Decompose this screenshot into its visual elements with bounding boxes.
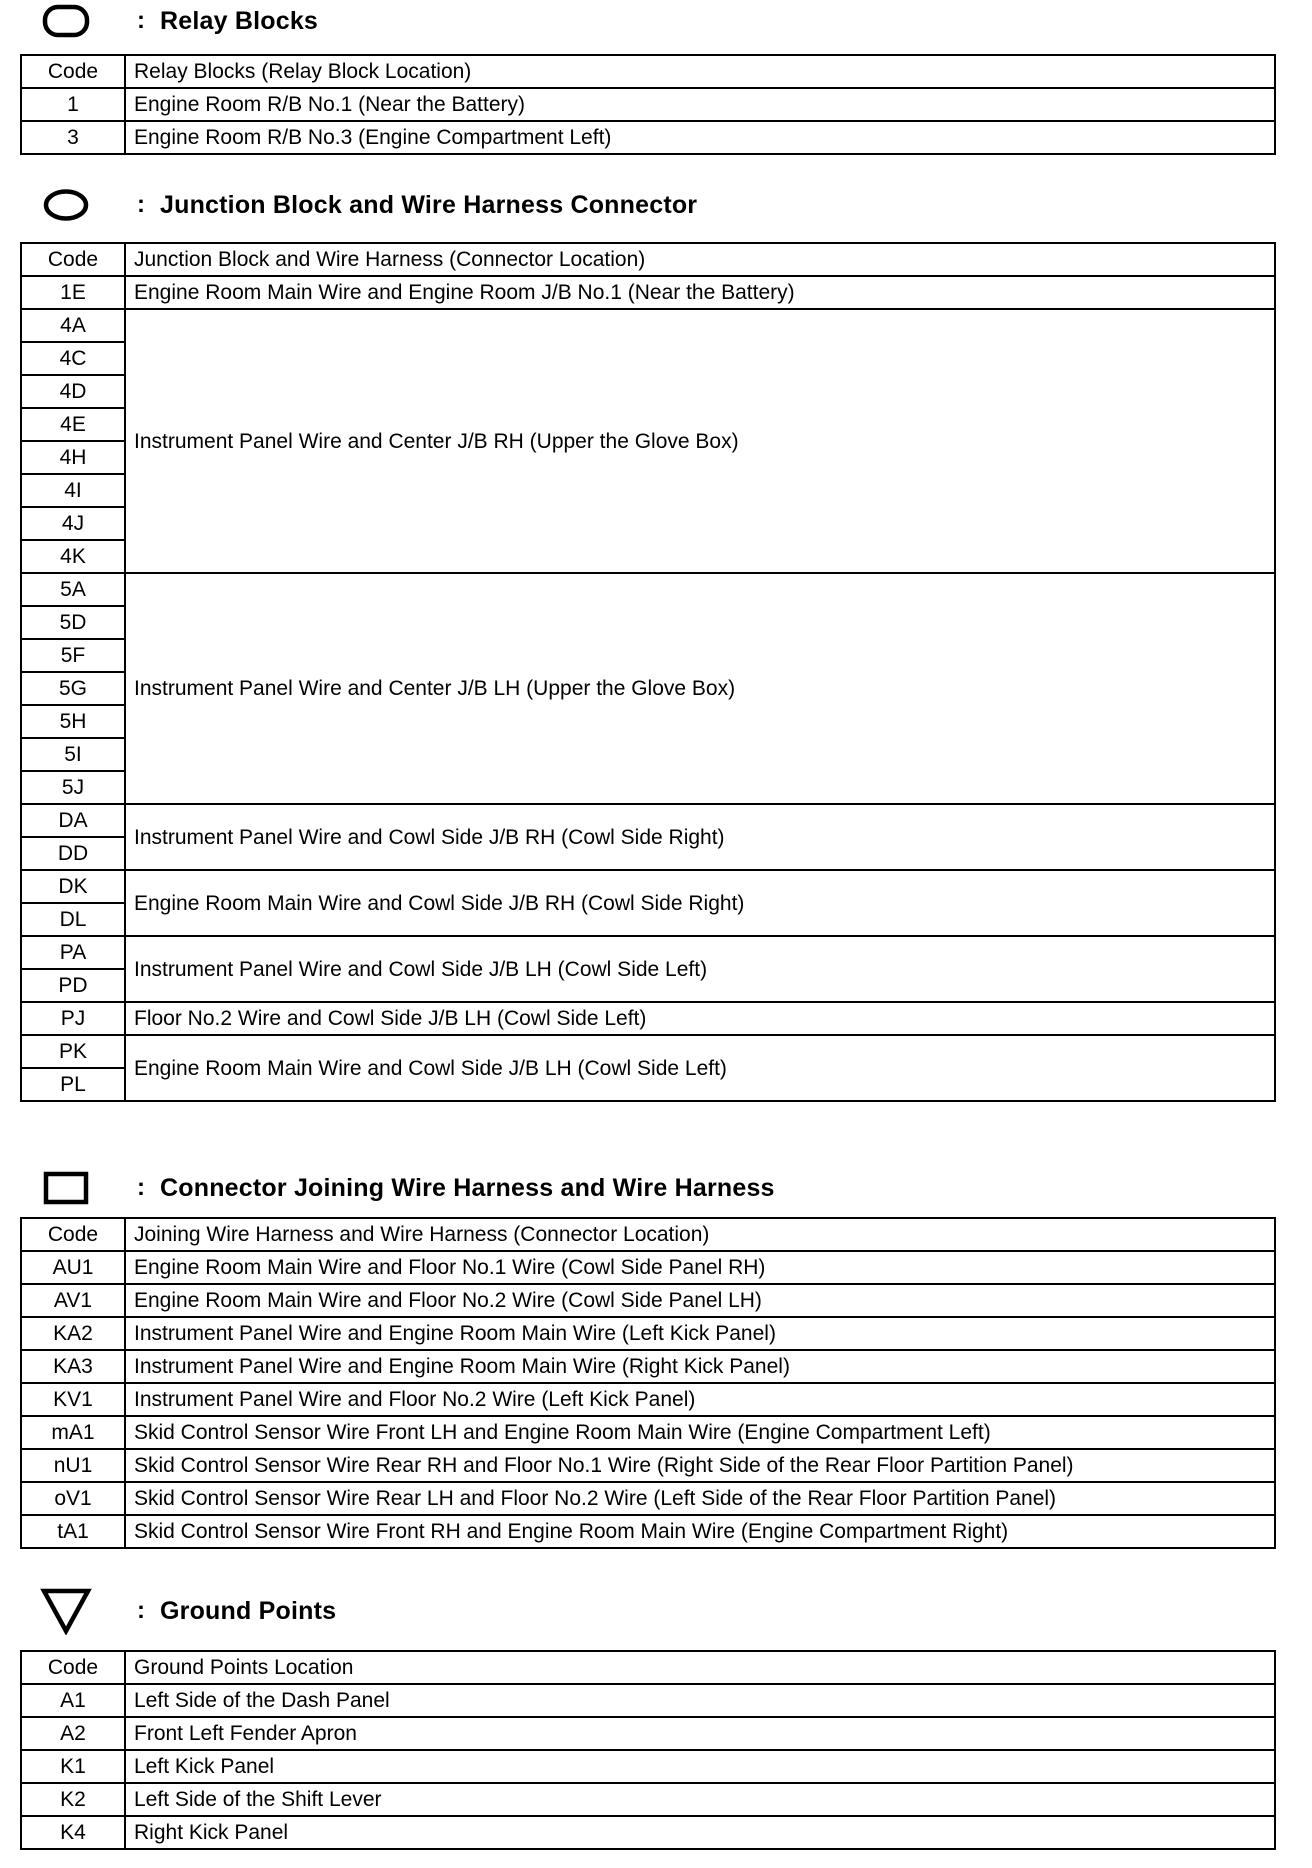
code-cell: K4	[21, 1816, 125, 1849]
code-cell: DK	[21, 870, 125, 903]
table-row	[21, 1350, 1275, 1383]
code-cell: 3	[21, 121, 125, 154]
location-cell: Instrument Panel Wire and Floor No.2 Wire (Left Kick Panel)	[125, 1383, 1275, 1416]
location-cell: Skid Control Sensor Wire Rear RH and Floor No.1 Wire (Right Side of the Rear Floor Partition Panel)	[125, 1449, 1275, 1482]
table-row	[21, 1284, 1275, 1317]
location-cell: Engine Room Main Wire and Floor No.1 Wire (Cowl Side Panel RH)	[125, 1251, 1275, 1284]
junction-block-table	[20, 242, 1276, 1102]
location-cell: Engine Room Main Wire and Cowl Side J/B RH (Cowl Side Right)	[125, 870, 1275, 936]
code-cell: A1	[21, 1684, 125, 1717]
location-cell: Engine Room R/B No.3 (Engine Compartment Left)	[125, 121, 1275, 154]
connector-joining-colon: :	[137, 1174, 145, 1201]
code-cell: PL	[21, 1068, 125, 1101]
code-cell: DL	[21, 903, 125, 936]
ground-points-title: Ground Points	[160, 1596, 337, 1625]
location-cell: Engine Room R/B No.1 (Near the Battery)	[125, 88, 1275, 121]
square-icon	[40, 1168, 92, 1208]
table-row	[21, 1251, 1275, 1284]
location-cell: Instrument Panel Wire and Engine Room Main Wire (Left Kick Panel)	[125, 1317, 1275, 1350]
table-row	[21, 573, 1275, 606]
table-row	[21, 1449, 1275, 1482]
oval-icon	[40, 185, 92, 225]
location-header: Relay Blocks (Relay Block Location)	[125, 55, 1275, 88]
code-cell: K2	[21, 1783, 125, 1816]
code-cell: 4E	[21, 408, 125, 441]
table-row	[21, 1816, 1275, 1849]
code-cell: 5I	[21, 738, 125, 771]
location-cell: Instrument Panel Wire and Cowl Side J/B LH (Cowl Side Left)	[125, 936, 1275, 1002]
code-cell: 5H	[21, 705, 125, 738]
code-cell: KV1	[21, 1383, 125, 1416]
code-cell: 5J	[21, 771, 125, 804]
location-cell: Engine Room Main Wire and Cowl Side J/B LH (Cowl Side Left)	[125, 1035, 1275, 1101]
code-cell: 4H	[21, 441, 125, 474]
code-cell: KA3	[21, 1350, 125, 1383]
code-header: Code	[21, 55, 125, 88]
junction-block-colon: :	[137, 191, 145, 218]
table-row	[21, 88, 1275, 121]
code-cell: oV1	[21, 1482, 125, 1515]
table-row	[21, 1416, 1275, 1449]
relay-blocks-header	[40, 0, 318, 44]
table-row	[21, 1317, 1275, 1350]
code-cell: 4A	[21, 309, 125, 342]
location-cell: Skid Control Sensor Wire Rear LH and Floor No.2 Wire (Left Side of the Rear Floor Partition Panel)	[125, 1482, 1275, 1515]
location-cell: Instrument Panel Wire and Center J/B RH (Upper the Glove Box)	[125, 309, 1275, 573]
location-cell: Skid Control Sensor Wire Front LH and Engine Room Main Wire (Engine Compartment Left)	[125, 1416, 1275, 1449]
code-cell: PD	[21, 969, 125, 1002]
junction-block-header	[40, 182, 697, 228]
location-cell: Left Side of the Shift Lever	[125, 1783, 1275, 1816]
down-triangle-icon	[40, 1591, 92, 1631]
location-cell: Front Left Fender Apron	[125, 1717, 1275, 1750]
code-cell: AV1	[21, 1284, 125, 1317]
code-cell: KA2	[21, 1317, 125, 1350]
code-cell: 4K	[21, 540, 125, 573]
junction-block-title: Junction Block and Wire Harness Connector	[160, 190, 698, 219]
connector-joining-table	[20, 1217, 1276, 1549]
ground-points-table	[20, 1650, 1276, 1850]
code-cell: DD	[21, 837, 125, 870]
table-row	[21, 936, 1275, 969]
table-row	[21, 121, 1275, 154]
location-cell: Left Side of the Dash Panel	[125, 1684, 1275, 1717]
code-cell: AU1	[21, 1251, 125, 1284]
code-cell: PA	[21, 936, 125, 969]
code-cell: K1	[21, 1750, 125, 1783]
location-header: Joining Wire Harness and Wire Harness (Connector Location)	[125, 1218, 1275, 1251]
location-cell: Engine Room Main Wire and Engine Room J/B No.1 (Near the Battery)	[125, 276, 1275, 309]
table-row	[21, 804, 1275, 837]
code-cell: 1	[21, 88, 125, 121]
connector-joining-header	[40, 1165, 775, 1211]
code-cell: 4I	[21, 474, 125, 507]
code-cell: 4D	[21, 375, 125, 408]
code-cell: DA	[21, 804, 125, 837]
table-row	[21, 1482, 1275, 1515]
code-cell: 5F	[21, 639, 125, 672]
code-cell: A2	[21, 1717, 125, 1750]
code-header: Code	[21, 243, 125, 276]
location-cell: Right Kick Panel	[125, 1816, 1275, 1849]
location-cell: Instrument Panel Wire and Center J/B LH (Upper the Glove Box)	[125, 573, 1275, 804]
rounded-rectangle-icon	[40, 1, 92, 41]
table-row	[21, 276, 1275, 309]
location-cell: Engine Room Main Wire and Floor No.2 Wire (Cowl Side Panel LH)	[125, 1284, 1275, 1317]
table-row	[21, 1783, 1275, 1816]
table-header-row	[21, 1218, 1275, 1251]
relay-blocks-table	[20, 54, 1276, 155]
code-cell: mA1	[21, 1416, 125, 1449]
table-row	[21, 1515, 1275, 1548]
code-cell: 1E	[21, 276, 125, 309]
table-row	[21, 1035, 1275, 1068]
code-cell: PK	[21, 1035, 125, 1068]
location-cell: Left Kick Panel	[125, 1750, 1275, 1783]
code-cell: 5D	[21, 606, 125, 639]
location-cell: Skid Control Sensor Wire Front RH and Engine Room Main Wire (Engine Compartment Right)	[125, 1515, 1275, 1548]
relay-blocks-colon: :	[137, 7, 145, 34]
table-row	[21, 870, 1275, 903]
location-header: Junction Block and Wire Harness (Connector Location)	[125, 243, 1275, 276]
code-cell: 4C	[21, 342, 125, 375]
code-cell: tA1	[21, 1515, 125, 1548]
code-cell: 5G	[21, 672, 125, 705]
ground-points-colon: :	[137, 1597, 145, 1624]
code-cell: nU1	[21, 1449, 125, 1482]
connector-joining-title: Connector Joining Wire Harness and Wire Harness	[160, 1173, 775, 1202]
code-header: Code	[21, 1218, 125, 1251]
table-row	[21, 309, 1275, 342]
location-cell: Floor No.2 Wire and Cowl Side J/B LH (Cowl Side Left)	[125, 1002, 1275, 1035]
location-cell: Instrument Panel Wire and Engine Room Main Wire (Right Kick Panel)	[125, 1350, 1275, 1383]
table-header-row	[21, 1651, 1275, 1684]
code-cell: 4J	[21, 507, 125, 540]
table-header-row	[21, 243, 1275, 276]
table-row	[21, 1383, 1275, 1416]
code-cell: PJ	[21, 1002, 125, 1035]
location-header: Ground Points Location	[125, 1651, 1275, 1684]
ground-points-header	[40, 1588, 336, 1634]
table-header-row	[21, 55, 1275, 88]
relay-blocks-title: Relay Blocks	[160, 6, 319, 35]
table-row	[21, 1717, 1275, 1750]
code-cell: 5A	[21, 573, 125, 606]
table-row	[21, 1750, 1275, 1783]
table-row	[21, 1684, 1275, 1717]
code-header: Code	[21, 1651, 125, 1684]
location-cell: Instrument Panel Wire and Cowl Side J/B RH (Cowl Side Right)	[125, 804, 1275, 870]
table-row	[21, 1002, 1275, 1035]
